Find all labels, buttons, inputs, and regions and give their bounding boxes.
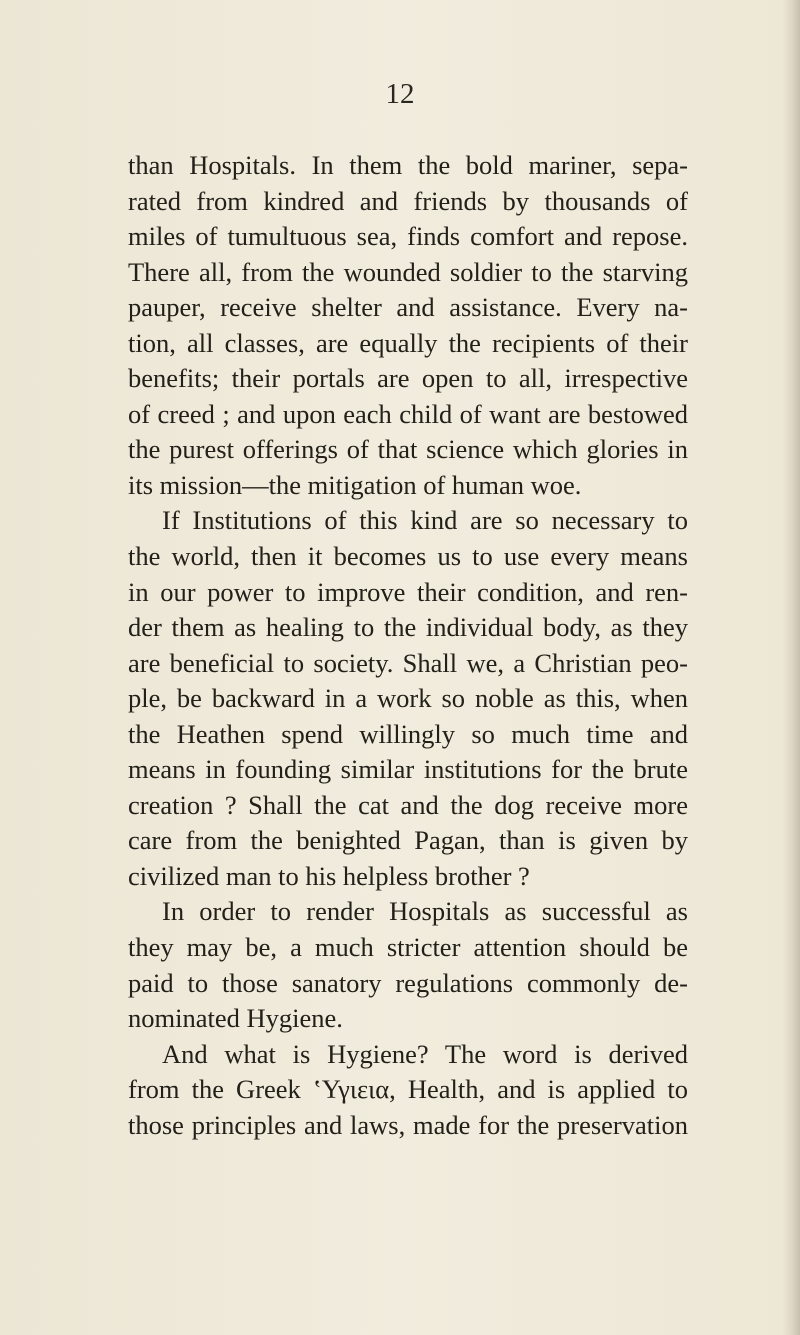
text-line: the Heathen spend willingly so much time and bbox=[128, 718, 688, 749]
text-line: civilized man to his helpless brother ? bbox=[128, 860, 530, 891]
text-line: those principles and laws, made for the preservation bbox=[128, 1109, 688, 1140]
text-line: from the Greek ʽΥγιεια, Health, and is applied to bbox=[128, 1074, 688, 1105]
text-line: There all, from the wounded soldier to the starving bbox=[128, 256, 688, 287]
text-line: tion, all classes, are equally the recipients of their bbox=[128, 327, 688, 358]
text-line: than Hospitals. In them the bold mariner, sepa- bbox=[128, 150, 688, 180]
text-line: they may be, a much stricter attention should be bbox=[128, 932, 688, 963]
text-line: of creed ; and upon each child of want are bestowed bbox=[128, 398, 688, 429]
text-line: care from the benighted Pagan, than is given by bbox=[128, 825, 688, 856]
text-line: the world, then it becomes us to use every means bbox=[128, 541, 688, 572]
text-line: miles of tumultuous sea, finds comfort and repose. bbox=[128, 221, 688, 252]
text-line: ple, be backward in a work so noble as this, when bbox=[128, 683, 688, 714]
text-line: in our power to improve their condition, and ren- bbox=[128, 576, 688, 607]
text-line: paid to those sanatory regulations commonly de- bbox=[128, 967, 688, 998]
text-line: means in founding similar institutions for the brute bbox=[128, 754, 688, 785]
page-number: 12 bbox=[385, 78, 415, 110]
text-line: pauper, receive shelter and assistance. Every na- bbox=[128, 292, 688, 323]
text-line: the purest offerings of that science which glories in bbox=[128, 434, 688, 465]
text-line: are beneficial to society. Shall we, a Christian peo- bbox=[128, 647, 688, 678]
text-line: rated from kindred and friends by thousands of bbox=[128, 185, 688, 216]
paragraph-start-line: In order to render Hospitals as successful as bbox=[162, 896, 688, 927]
text-line: its mission—the mitigation of human woe. bbox=[128, 469, 582, 500]
text-line: benefits; their portals are open to all, irrespective bbox=[128, 363, 688, 394]
text-line: der them as healing to the individual body, as they bbox=[128, 612, 688, 643]
text-line: creation ? Shall the cat and the dog receive more bbox=[128, 789, 688, 820]
page-edge-shadow bbox=[782, 0, 800, 1335]
paragraph-start-line: If Institutions of this kind are so necessary to bbox=[162, 505, 688, 536]
text-line: nominated Hygiene. bbox=[128, 1003, 343, 1034]
paragraph-start-line: And what is Hygiene? The word is derived bbox=[162, 1038, 688, 1069]
body-text bbox=[128, 148, 688, 1143]
